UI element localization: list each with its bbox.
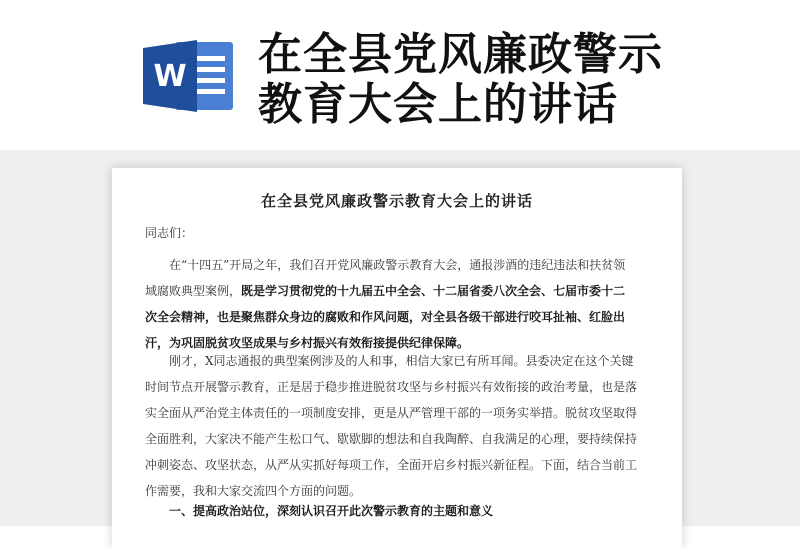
paragraph-1-text: 域腐败典型案例， — [145, 284, 242, 298]
word-icon-letter: W — [153, 59, 187, 94]
banner-title-line1: 在全县党风廉政警示 — [258, 29, 663, 80]
paragraph-2-line: 作需要，我和大家交流四个方面的问题。 — [145, 484, 362, 498]
banner-title — [258, 30, 778, 130]
paragraph-1-line — [145, 278, 655, 304]
paragraph-2 — [145, 348, 655, 504]
paragraph-1-emphasis: 次全会精神，也是聚焦群众身边的腐败和作风问题，对全县各级干部进行咬耳扯袖、红脸出 — [145, 310, 626, 324]
paragraph-1-emphasis: 既是学习贯彻党的十九届五中全会、十二届省委八次全会、七届市委十二 — [241, 284, 626, 298]
document-page — [112, 168, 682, 548]
word-document-icon — [141, 36, 237, 116]
paragraph-1-line: 在“十四五”开局之年，我们召开党风廉政警示教育大会，通报涉酒的违纪违法和扶贫领 — [169, 258, 626, 272]
salutation: 同志们： — [145, 226, 194, 240]
paragraph-1 — [145, 252, 655, 356]
paragraph-2-line: 刚才，X同志通报的典型案例涉及的人和事，相信大家已有所耳闻。县委决定在这个关键 — [169, 354, 634, 368]
section-heading-1: 一、提高政治站位，深刻认识召开此次警示教育的主题和意义 — [169, 504, 494, 518]
paragraph-2-line: 冲刺姿态、攻坚状态，从严从实抓好每项工作，全面开启乡村振兴新征程。下面，结合当前工 — [145, 458, 638, 472]
paragraph-1-emphasis: 汗，为巩固脱贫攻坚成果与乡村振兴有效衔接提供纪律保障。 — [145, 336, 470, 350]
paragraph-2-line: 实全面从严治党主体责任的一项制度安排，更是从严管理干部的一项务实举措。脱贫攻坚取得 — [145, 406, 638, 420]
document-title: 在全县党风廉政警示教育大会上的讲话 — [260, 192, 533, 210]
paragraph-2-line: 时间节点开展警示教育，正是居于稳步推进脱贫攻坚与乡村振兴有效衔接的政治考量，也是落 — [145, 380, 638, 394]
banner-title-line2: 教育大会上的讲话 — [258, 79, 618, 130]
banner — [0, 0, 800, 150]
paragraph-2-line: 全面胜利，大家决不能产生松口气、歇歇脚的想法和自我陶醉、自我满足的心理，要持续保持 — [145, 432, 638, 446]
